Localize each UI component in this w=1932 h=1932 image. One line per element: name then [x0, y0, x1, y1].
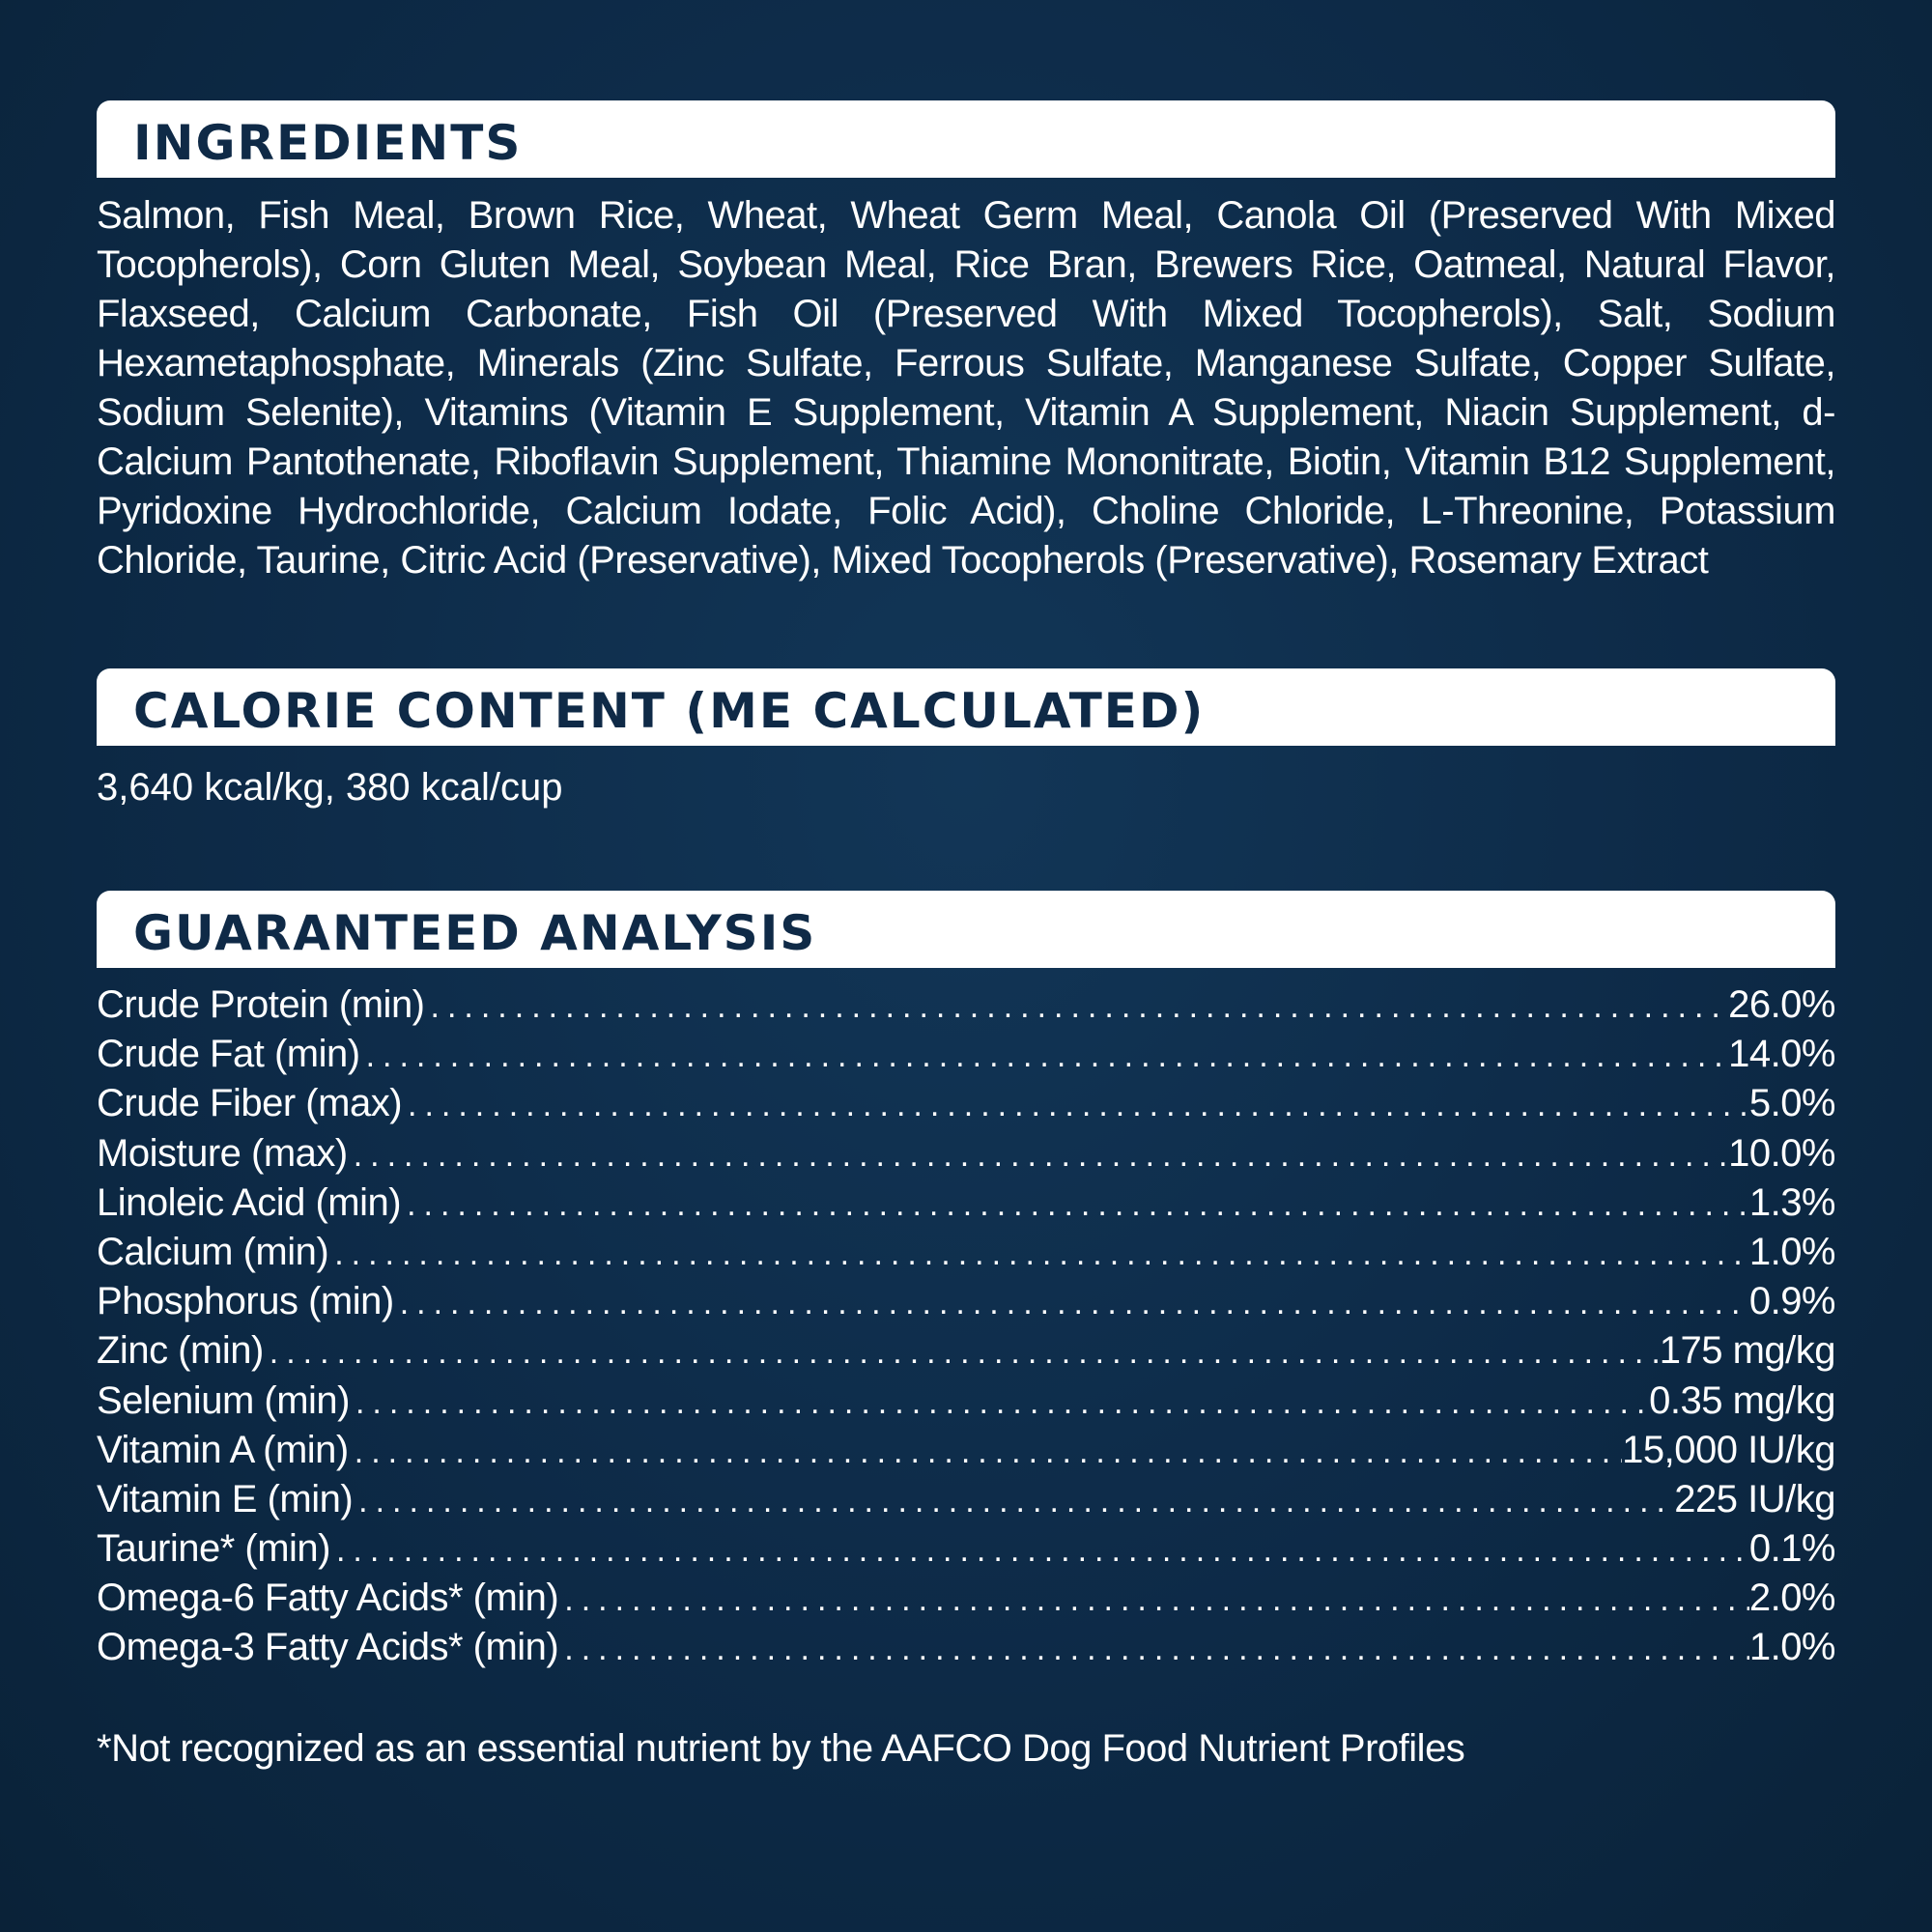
- nutrient-value: 14.0%: [1728, 1033, 1835, 1076]
- analysis-row: [97, 1082, 1835, 1131]
- nutrient-name: Omega-6 Fatty Acids* (min): [97, 1577, 559, 1620]
- dot-leader: [401, 1186, 1749, 1224]
- ingredients-heading: INGREDIENTS: [133, 115, 523, 171]
- calorie-content-header: [97, 668, 1835, 746]
- nutrient-value: 225 IU/kg: [1674, 1477, 1835, 1520]
- dot-leader: [348, 1137, 1728, 1175]
- footnote: *Not recognized as an essential nutrient by the AAFCO Dog Food Nutrient Profiles: [97, 1727, 1465, 1770]
- analysis-row: [97, 983, 1835, 1033]
- nutrient-value: 10.0%: [1728, 1131, 1835, 1175]
- analysis-row: [97, 1132, 1835, 1181]
- dot-leader: [394, 1285, 1749, 1322]
- nutrient-name: Vitamin E (min): [97, 1477, 354, 1520]
- analysis-row: [97, 1231, 1835, 1280]
- nutrient-name: Phosphorus (min): [97, 1280, 394, 1323]
- nutrient-name: Selenium (min): [97, 1378, 350, 1422]
- nutrient-value: 26.0%: [1728, 983, 1835, 1026]
- dot-leader: [328, 1236, 1749, 1273]
- dot-leader: [349, 1434, 1622, 1471]
- analysis-row: [97, 1280, 1835, 1329]
- nutrient-name: Crude Fat (min): [97, 1033, 360, 1076]
- dot-leader: [353, 1483, 1674, 1520]
- guaranteed-analysis-heading: GUARANTEED ANALYSIS: [133, 905, 817, 961]
- analysis-row: [97, 1181, 1835, 1231]
- nutrient-value: 5.0%: [1748, 1082, 1835, 1125]
- dot-leader: [330, 1532, 1749, 1570]
- nutrient-name: Crude Protein (min): [97, 983, 425, 1026]
- nutrient-name: Taurine* (min): [97, 1527, 330, 1571]
- analysis-row: [97, 1329, 1835, 1378]
- dot-leader: [558, 1631, 1749, 1668]
- analysis-row: [97, 1033, 1835, 1082]
- analysis-row: [97, 1429, 1835, 1478]
- nutrient-value: 175 mg/kg: [1659, 1329, 1835, 1373]
- guaranteed-analysis-list: [97, 983, 1835, 1676]
- ingredients-header: [97, 100, 1835, 178]
- nutrient-name: Calcium (min): [97, 1230, 329, 1273]
- analysis-row: [97, 1527, 1835, 1577]
- nutrient-value: 1.3%: [1748, 1180, 1835, 1224]
- analysis-row: [97, 1478, 1835, 1527]
- dot-leader: [425, 988, 1729, 1026]
- dot-leader: [264, 1334, 1660, 1372]
- dot-leader: [558, 1581, 1749, 1619]
- nutrient-name: Omega-3 Fatty Acids* (min): [97, 1626, 559, 1669]
- nutrient-value: 0.9%: [1748, 1280, 1835, 1323]
- calorie-content-value: 3,640 kcal/kg, 380 kcal/cup: [97, 766, 563, 809]
- nutrient-value: 2.0%: [1748, 1577, 1835, 1620]
- guaranteed-analysis-header: [97, 891, 1835, 968]
- nutrient-value: 0.1%: [1748, 1527, 1835, 1571]
- nutrient-value: 0.35 mg/kg: [1649, 1378, 1835, 1422]
- nutrient-value: 15,000 IU/kg: [1622, 1428, 1835, 1471]
- dot-leader: [402, 1087, 1749, 1124]
- ingredients-list: Salmon, Fish Meal, Brown Rice, Wheat, Wheat Germ Meal, Canola Oil (Preserved With Mixed Tocopherols), Corn Gluten Meal, Soybean Meal, Rice Bran, Brewers Rice, Oatmeal, Natural Flavor, Flaxseed, Calcium Carbonate, Fish Oil (Preserved With Mixed Tocopherols), Salt, Sodium Hexametaphosphate, Minerals (Zinc Sulfate, Ferrous Sulfate, Manganese Sulfate, Copper Sulfate, Sodium Selenite), Vitamins (Vitamin E Supplement, Vitamin A Supplement, Niacin Supplement, d-Calcium Pantothenate, Riboflavin Supplement, Thiamine Mononitrate, Biotin, Vitamin B12 Supplement, Pyridoxine Hydrochloride, Calcium Iodate, Folic Acid), Choline Chloride, L-Threonine, Potassium Chloride, Taurine, Citric Acid (Preservative), Mixed Tocopherols (Preservative), Rosemary Extract: [97, 194, 1835, 582]
- nutrient-name: Zinc (min): [97, 1329, 264, 1373]
- dot-leader: [360, 1037, 1729, 1075]
- nutrient-name: Moisture (max): [97, 1131, 348, 1175]
- nutrient-name: Vitamin A (min): [97, 1428, 349, 1471]
- nutrient-name: Crude Fiber (max): [97, 1082, 403, 1125]
- calorie-content-heading: CALORIE CONTENT (ME CALCULATED): [133, 683, 1206, 739]
- analysis-row: [97, 1577, 1835, 1626]
- nutrient-value: 1.0%: [1748, 1626, 1835, 1669]
- analysis-row: [97, 1379, 1835, 1429]
- dot-leader: [350, 1384, 1649, 1422]
- nutrient-value: 1.0%: [1748, 1230, 1835, 1273]
- analysis-row: [97, 1626, 1835, 1675]
- nutrient-name: Linoleic Acid (min): [97, 1180, 402, 1224]
